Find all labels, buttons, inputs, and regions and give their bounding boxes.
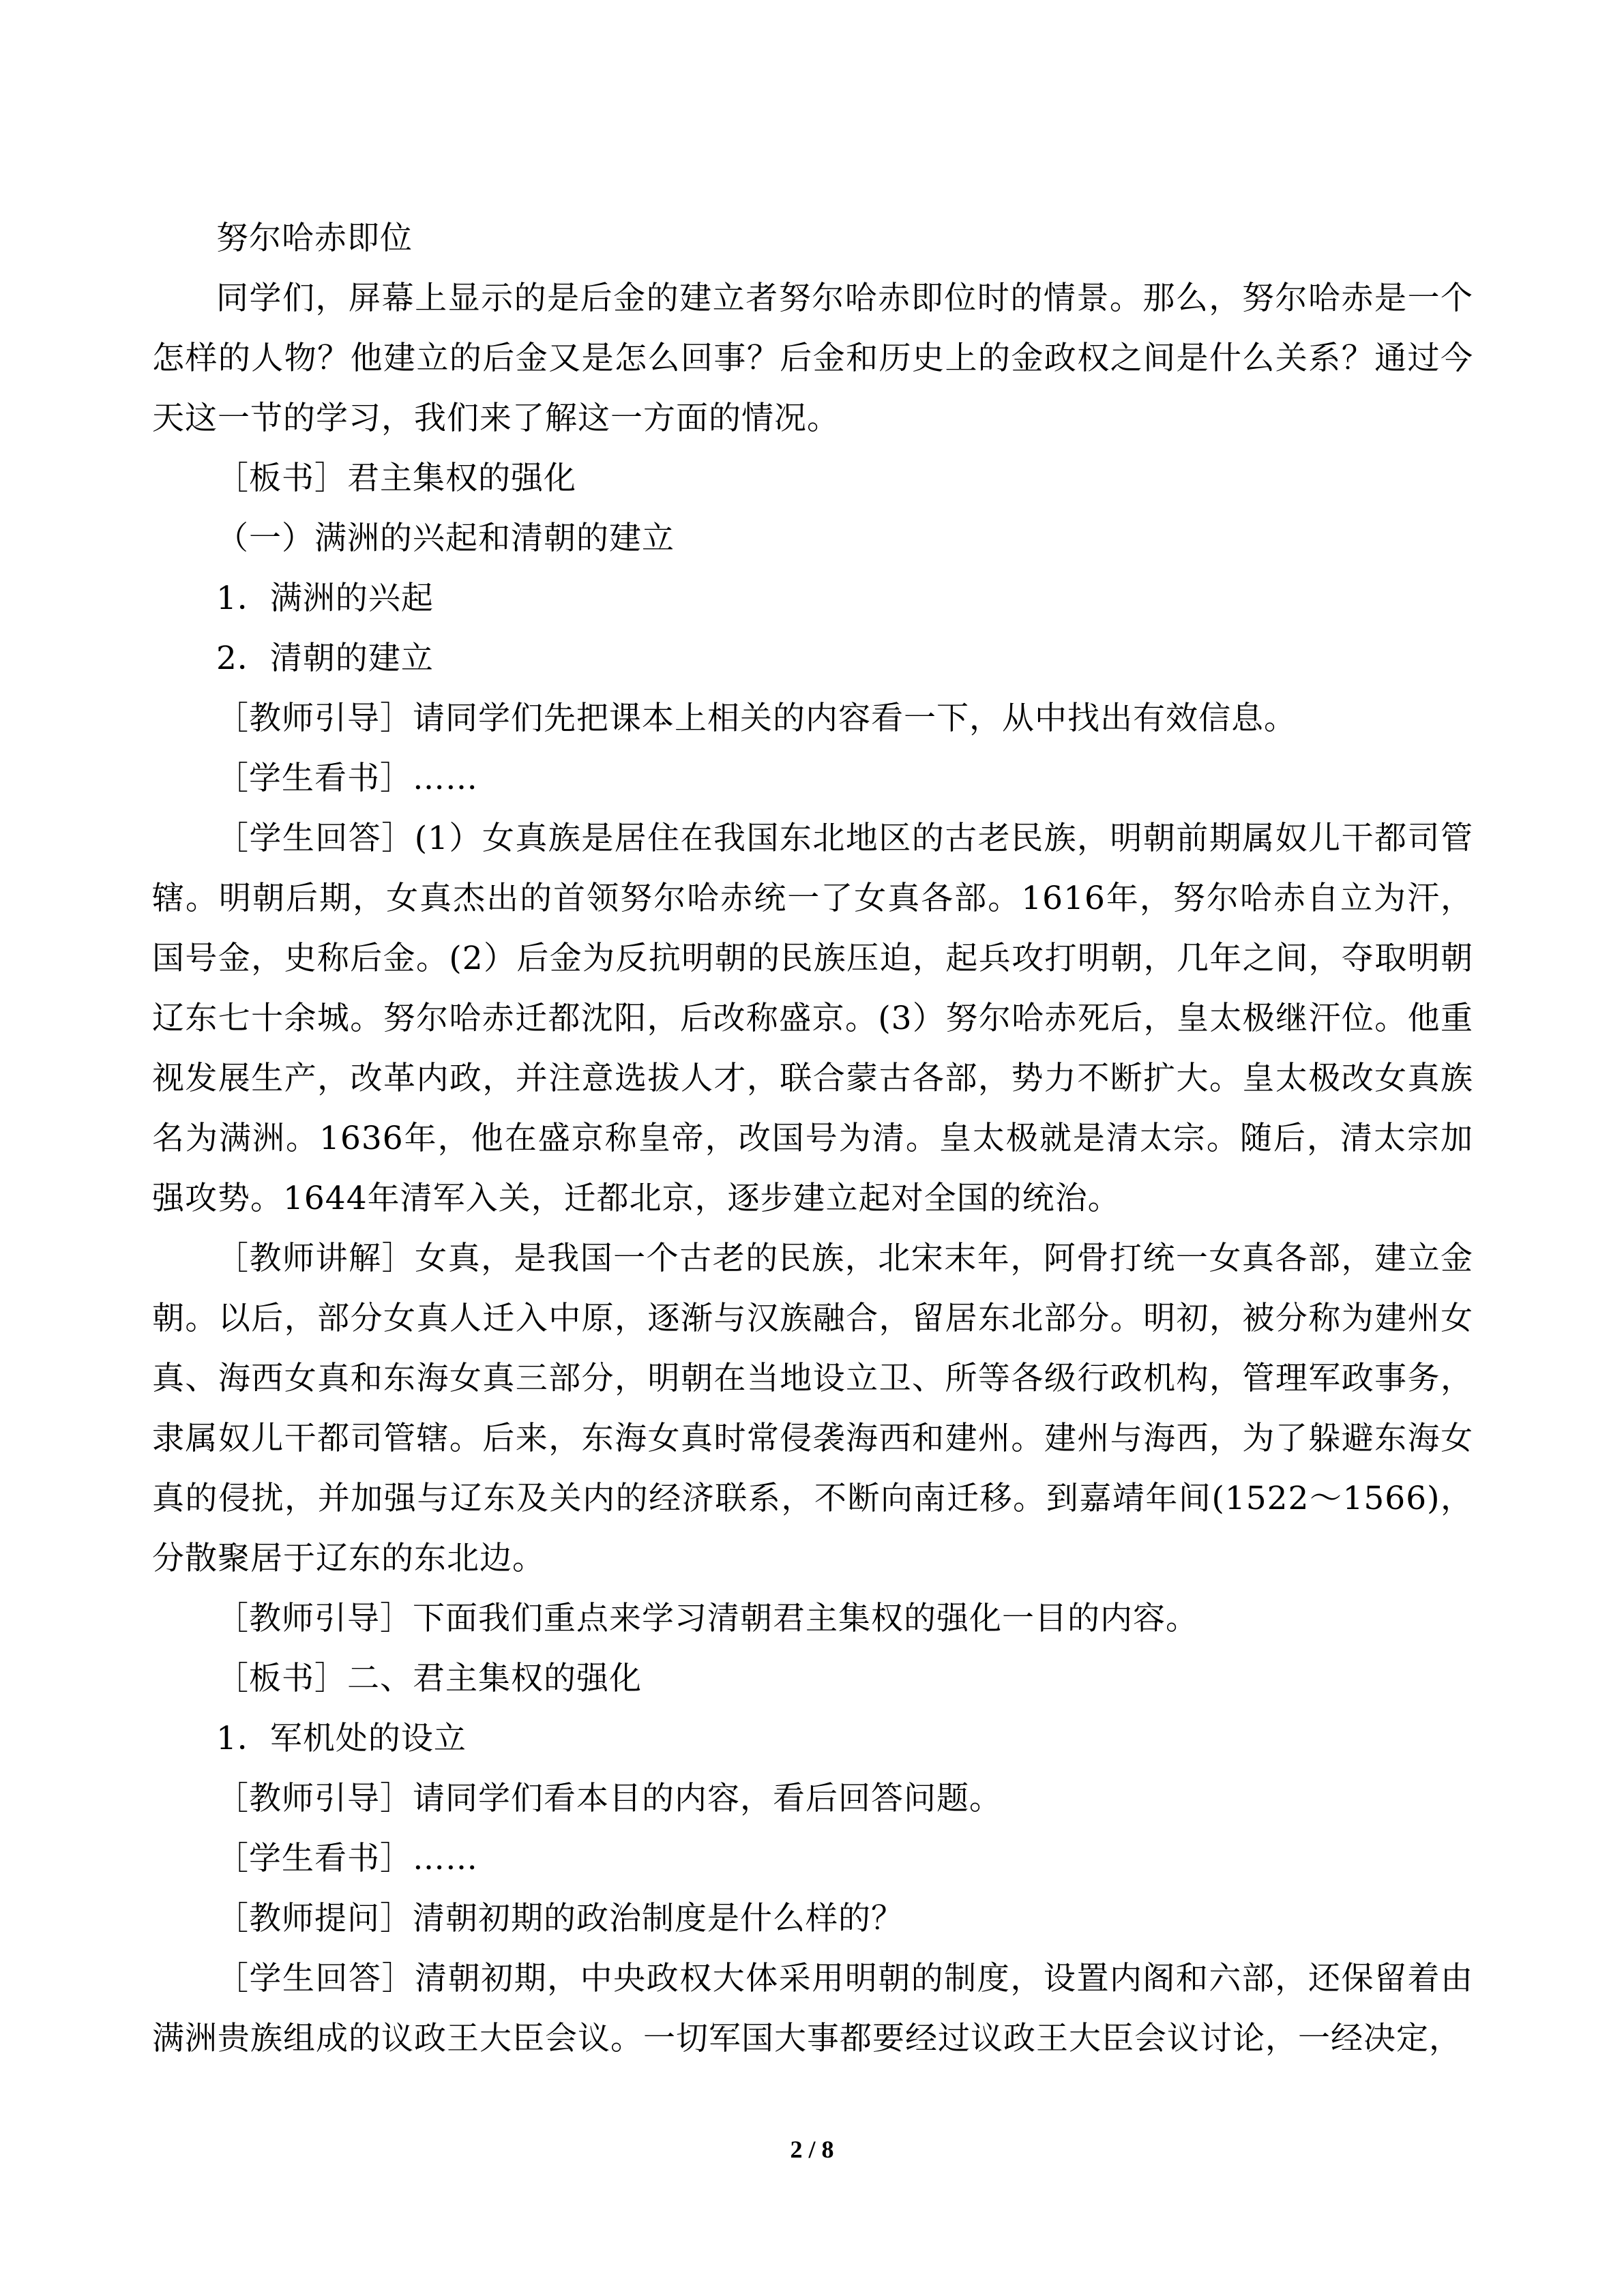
paragraph-heading-nurhaci-accession: 努尔哈赤即位 (216, 220, 413, 257)
paragraph-student-answer-1: ［学生回答］(1）女真族是居住在我国东北地区的古老民族，明朝前期属奴儿干都司管辖。明朝后期，女真杰出的首领努尔哈赤统一了女真各部。1616年，努尔哈赤自立为汗，国号金，史称后金。(2）后金为反抗明朝的民族压迫，起兵攻打明朝，几年之间，夺取明朝辽东七十余城。努尔哈赤迁都沈阳，后改称盛京。(3）努尔哈赤死后，皇太极继汗位。他重视发展生产，改革内政，并注意选拔人才，联合蒙古各部，势力不断扩大。皇太极改女真族名为满洲。1636年，他在盛京称皇帝，改国号为清。皇太极就是清太宗。随后，清太宗加强攻势。1644年清军入关，迁都北京，逐步建立起对全国的统治。 (152, 820, 1473, 1217)
paragraph-item-2: 2．清朝的建立 (216, 640, 434, 677)
paragraph-teacher-question: ［教师提问］清朝初期的政治制度是什么样的？ (216, 1900, 904, 1937)
paragraph-teacher-explanation: ［教师讲解］女真，是我国一个古老的民族，北宋末年，阿骨打统一女真各部，建立金朝。以后，部分女真人迁入中原，逐渐与汉族融合，留居东北部分。明初，被分称为建州女真、海西女真和东海女真三部分，明朝在当地设立卫、所等各级行政机构，管理军政事务，隶属奴儿干都司管辖。后来，东海女真时常侵袭海西和建州。建州与海西，为了躲避东海女真的侵扰，并加强与辽东及关内的经济联系，不断向南迁移。到嘉靖年间(1522～1566)，分散聚居于辽东的东北边。 (152, 1240, 1473, 1577)
paragraph-board-title: ［板书］君主集权的强化 (216, 460, 576, 497)
paragraph-item-grand-council: 1．军机处的设立 (216, 1720, 467, 1757)
document-body (152, 209, 1473, 2069)
paragraph-student-answer-2: ［学生回答］清朝初期，中央政权大体采用明朝的制度，设置内阁和六部，还保留着由满洲贵族组成的议政王大臣会议。一切军国大事都要经过议政王大臣会议讨论，一经决定， (152, 1960, 1473, 2057)
paragraph-student-reading-1: ［学生看书］…… (216, 760, 478, 797)
page-number: 2 / 8 (790, 2136, 834, 2163)
paragraph-teacher-guide-1: ［教师引导］请同学们先把课本上相关的内容看一下，从中找出有效信息。 (216, 700, 1297, 737)
paragraph-teacher-guide-2: ［教师引导］下面我们重点来学习清朝君主集权的强化一目的内容。 (216, 1600, 1198, 1637)
paragraph-student-reading-2: ［学生看书］…… (216, 1840, 478, 1877)
paragraph-item-1: 1．满洲的兴起 (216, 580, 434, 617)
paragraph-board-section-two: ［板书］二、君主集权的强化 (216, 1660, 642, 1697)
paragraph-teacher-guide-3: ［教师引导］请同学们看本目的内容，看后回答问题。 (216, 1780, 1002, 1817)
paragraph-section-one: （一）满洲的兴起和清朝的建立 (216, 520, 675, 557)
paragraph-introduction: 同学们，屏幕上显示的是后金的建立者努尔哈赤即位时的情景。那么，努尔哈赤是一个怎样的人物？他建立的后金又是怎么回事？后金和历史上的金政权之间是什么关系？通过今天这一节的学习，我们来了解这一方面的情况。 (152, 280, 1473, 437)
